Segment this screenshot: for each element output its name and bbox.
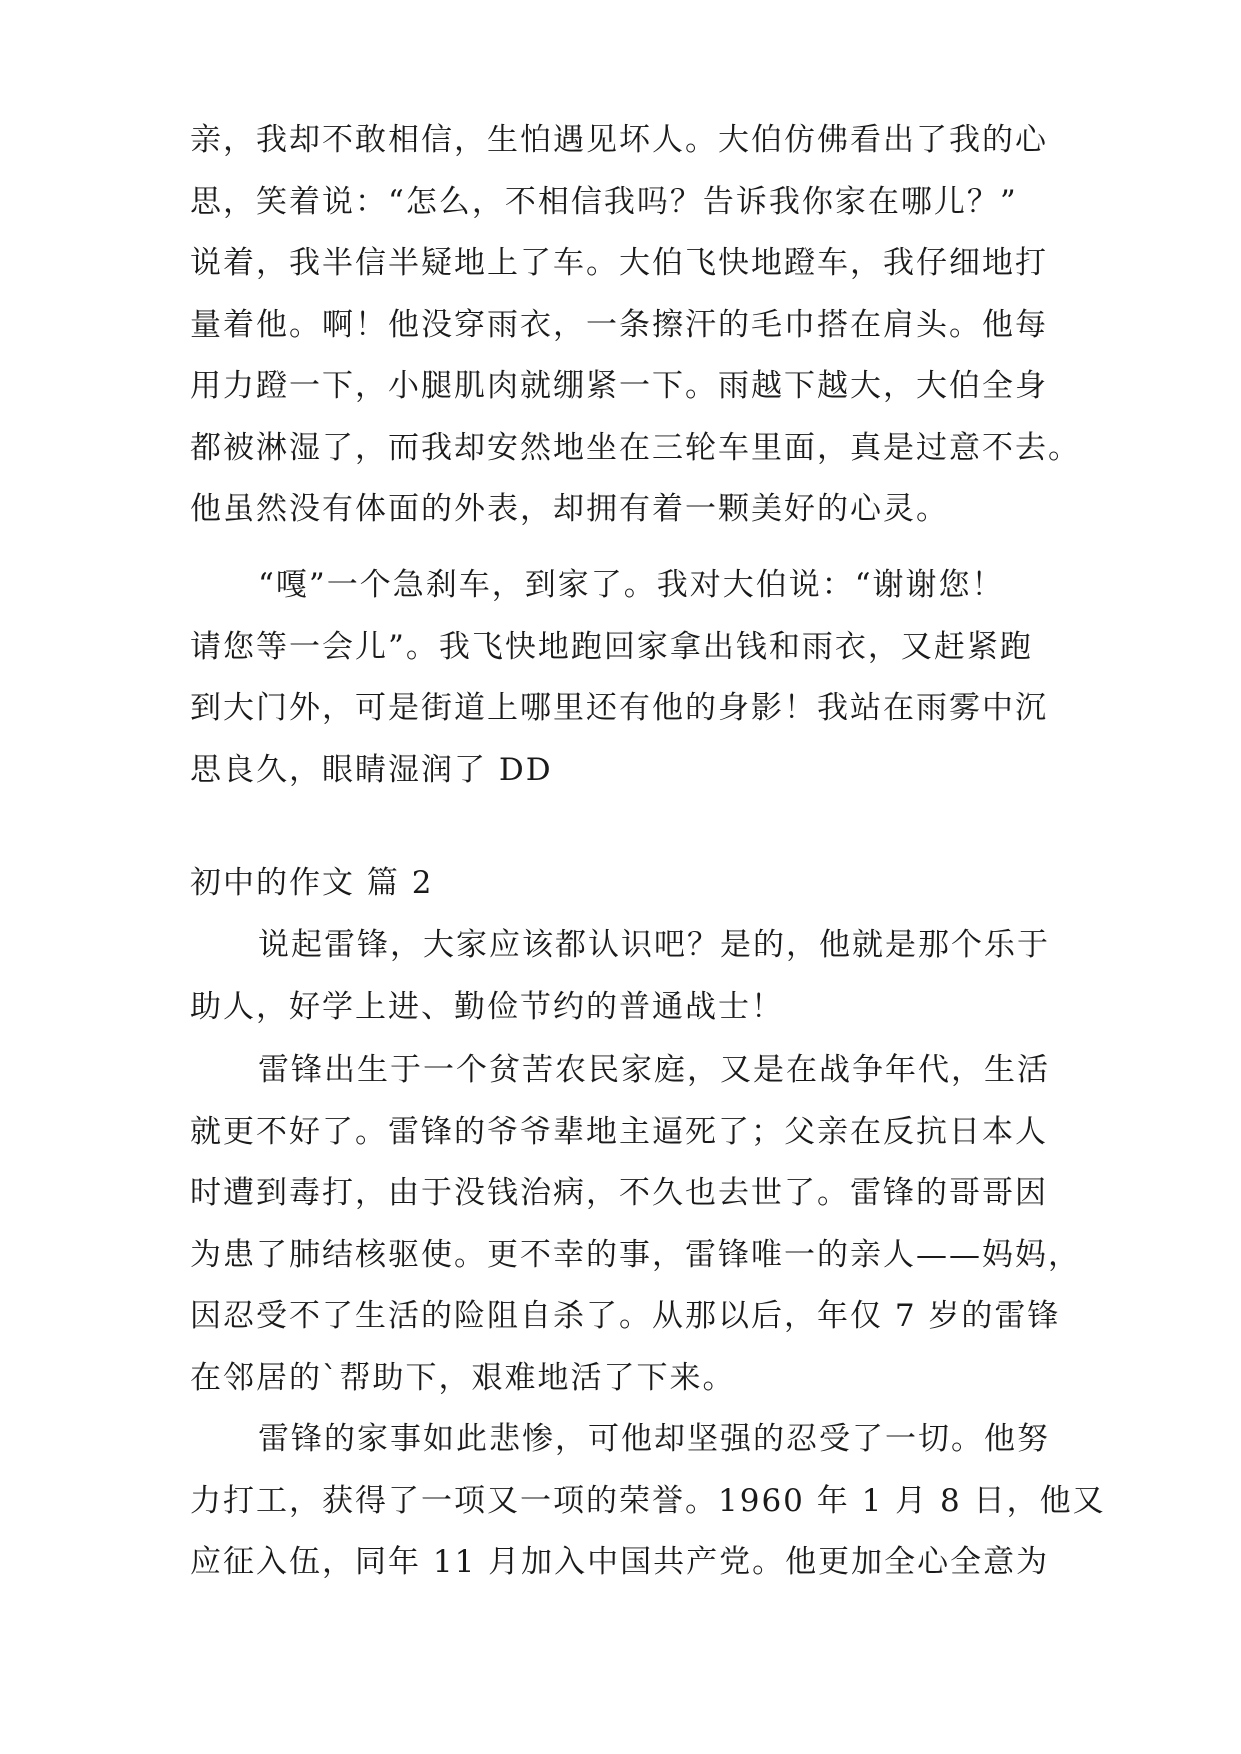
text-line: 雷锋的家事如此悲惨，可他却坚强的忍受了一切。他努 xyxy=(258,1421,1050,1457)
essay2-paragraph-2 xyxy=(190,1040,1081,1409)
text-line: 时遭到毒打，由于没钱治病，不久也去世了。雷锋的哥哥因 xyxy=(190,1175,1048,1211)
text-line: 到大门外，可是街道上哪里还有他的身影！我站在雨雾中沉 xyxy=(190,690,1048,726)
text-line: 在邻居的`帮助下，艰难地活了下来。 xyxy=(190,1359,736,1396)
text-line: 思，笑着说：“怎么，不相信我吗？告诉我你家在哪儿？” xyxy=(190,183,1018,220)
text-line: 助人，好学上进、勤俭节约的普通战士！ xyxy=(190,988,784,1025)
text-line: 他虽然没有体面的外表，却拥有着一颗美好的心灵。 xyxy=(190,491,949,527)
text-line: 雷锋出生于一个贫苦农民家庭，又是在战争年代，生活 xyxy=(258,1052,1050,1088)
text-line: 为患了肺结核驱使。更不幸的事，雷锋唯一的亲人——妈妈， xyxy=(190,1236,1081,1273)
text-line: 请您等一会儿”。我飞快地跑回家拿出钱和雨衣，又赶紧跑 xyxy=(190,628,1033,665)
text-line: 说起雷锋，大家应该都认识吧？是的，他就是那个乐于 xyxy=(258,927,1050,963)
text-line: 亲，我却不敢相信，生怕遇见坏人。大伯仿佛看出了我的心 xyxy=(190,122,1048,158)
essay1-paragraph-1 xyxy=(190,110,1081,541)
text-line: “嘎”一个急刹车，到家了。我对大伯说：“谢谢您！ xyxy=(258,567,1005,603)
text-line: 都被淋湿了，而我却安然地坐在三轮车里面，真是过意不去。 xyxy=(190,429,1081,466)
essay2-paragraph-3 xyxy=(190,1409,1106,1594)
text-line: 就更不好了。雷锋的爷爷辈地主逼死了；父亲在反抗日本人 xyxy=(190,1113,1048,1150)
text-line: 用力蹬一下，小腿肌肉就绷紧一下。雨越下越大，大伯全身 xyxy=(190,368,1048,404)
essay2-heading: 初中的作文 篇 2 xyxy=(190,865,434,901)
text-line: 因忍受不了生活的险阻自杀了。从那以后，年仅 7 岁的雷锋 xyxy=(190,1298,1061,1334)
text-line: 力打工，获得了一项又一项的荣誉。1960 年 1 月 8 日，他又 xyxy=(190,1482,1106,1519)
text-line: 说着，我半信半疑地上了车。大伯飞快地蹬车，我仔细地打 xyxy=(190,245,1048,281)
essay2-paragraph-1 xyxy=(190,915,1060,1038)
essay1-paragraph-2 xyxy=(190,555,1060,801)
text-line: 应征入伍，同年 11 月加入中国共产党。他更加全心全意为 xyxy=(190,1544,1050,1580)
text-line: 思良久，眼睛湿润了 DD xyxy=(190,751,553,788)
text-line: 量着他。啊！他没穿雨衣，一条擦汗的毛巾搭在肩头。他每 xyxy=(190,306,1048,343)
